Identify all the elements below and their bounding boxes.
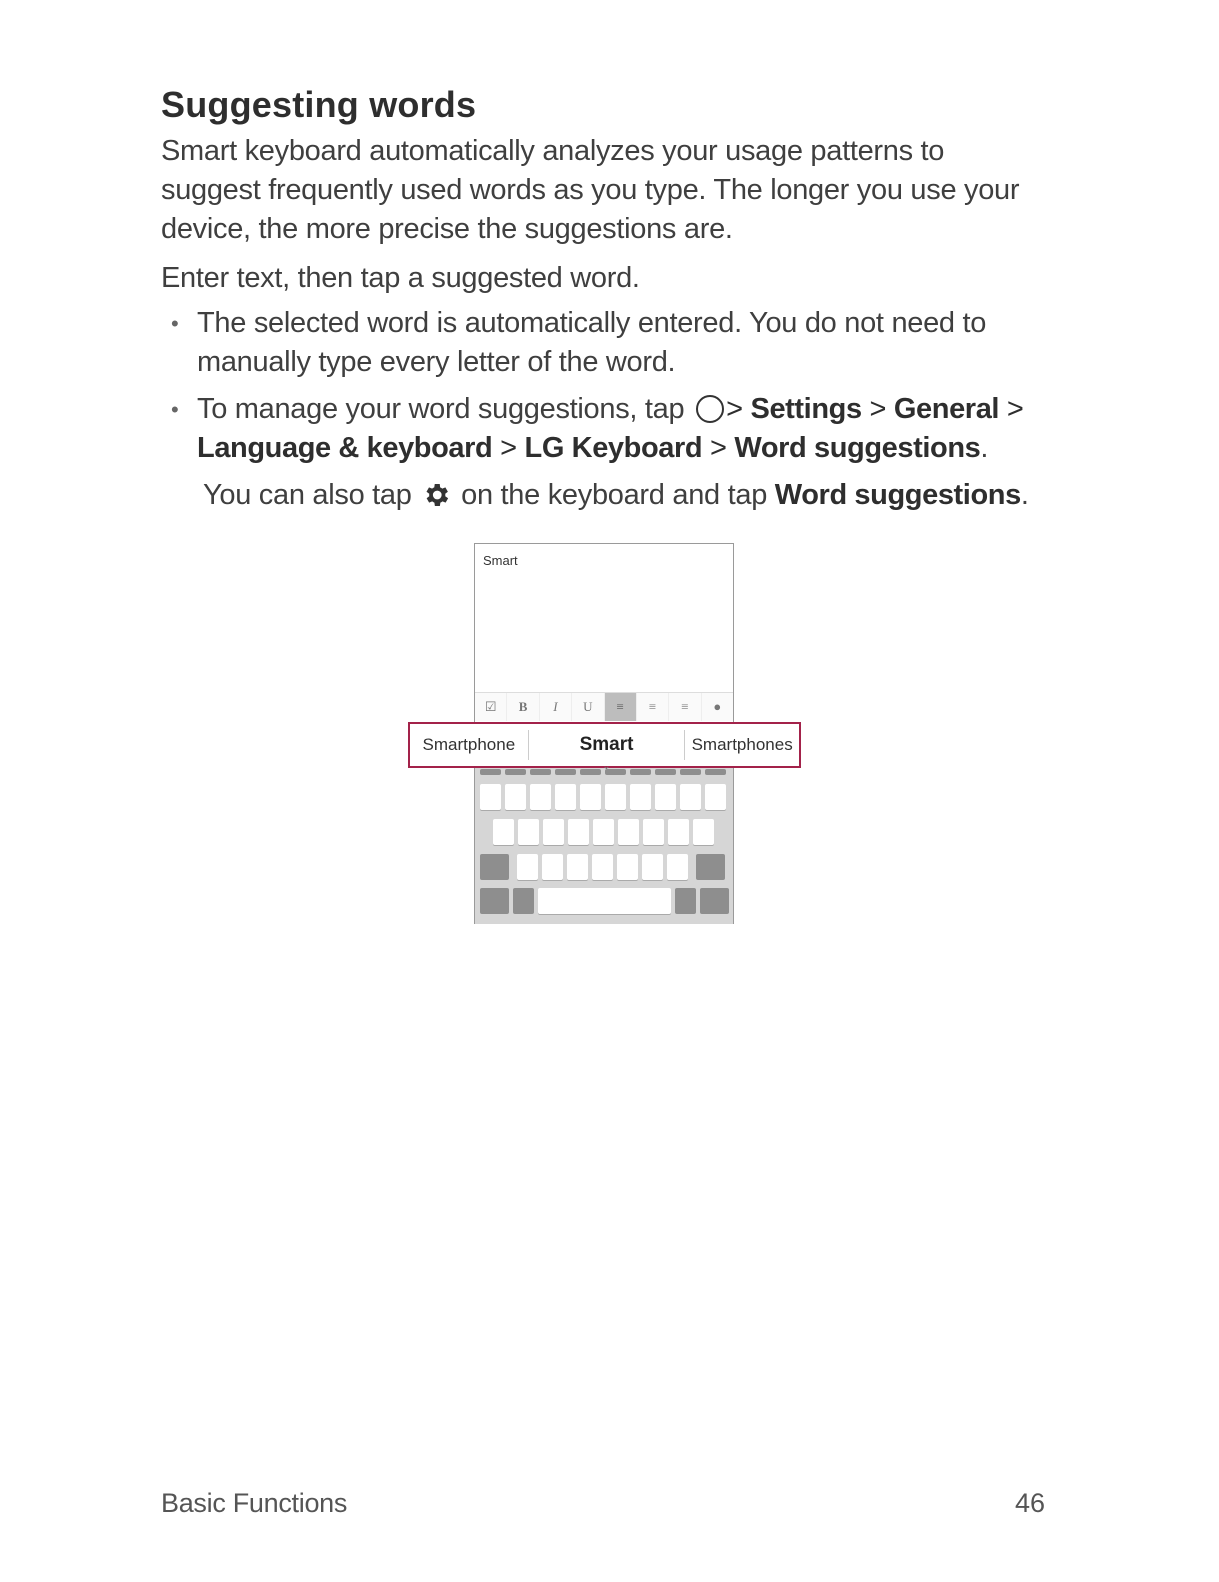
suggestion-left[interactable]: Smartphone xyxy=(410,730,529,760)
sub-instruction xyxy=(203,476,1041,521)
key[interactable] xyxy=(693,819,714,845)
key[interactable] xyxy=(517,854,538,880)
key[interactable] xyxy=(617,854,638,880)
path-separator: > xyxy=(500,432,517,464)
suggestion-center-label: Smart xyxy=(579,734,634,755)
suggestion-right[interactable]: Smartphones xyxy=(684,730,799,760)
align-right-icon[interactable]: ≡ xyxy=(669,693,701,721)
typed-text: Smart xyxy=(483,553,518,568)
align-left-icon[interactable]: ≡ xyxy=(605,693,637,721)
bullet-item-1 xyxy=(161,304,1041,382)
chevron-down-icon: ⌄ xyxy=(602,761,611,772)
key[interactable] xyxy=(530,769,551,775)
key[interactable] xyxy=(480,784,501,810)
key[interactable] xyxy=(655,769,676,775)
key[interactable] xyxy=(568,819,589,845)
key[interactable] xyxy=(518,819,539,845)
home-circle-icon xyxy=(696,395,724,423)
sub-target: Word suggestions xyxy=(774,479,1021,511)
path-separator: > xyxy=(709,432,727,464)
key[interactable] xyxy=(668,819,689,845)
gear-icon xyxy=(421,480,451,521)
sub-middle: on the keyboard and tap xyxy=(461,479,768,511)
key[interactable] xyxy=(667,854,688,880)
backspace-key[interactable] xyxy=(696,854,725,880)
suggestion-center[interactable] xyxy=(529,730,685,772)
italic-tool-icon[interactable]: I xyxy=(540,693,572,721)
key[interactable] xyxy=(593,819,614,845)
align-center-icon[interactable]: ≡ xyxy=(637,693,669,721)
symbols-key[interactable] xyxy=(480,888,509,914)
bullet-2-end: . xyxy=(980,432,989,464)
section-heading: Suggesting words xyxy=(161,84,477,125)
key[interactable] xyxy=(555,784,576,810)
space-key[interactable] xyxy=(538,888,671,914)
keyboard-row-2 xyxy=(493,819,718,845)
footer-section: Basic Functions xyxy=(161,1488,348,1518)
word-suggestion-bar xyxy=(408,722,801,772)
key[interactable] xyxy=(618,819,639,845)
bullet-2-prefix: To manage your word suggestions, tap xyxy=(197,393,685,425)
sub-prefix: You can also tap xyxy=(203,479,412,511)
sub-end: . xyxy=(1020,479,1029,511)
bullet-1-text: The selected word is automatically entered. You do not need to manually type every letter of the word. xyxy=(197,307,987,378)
page-content xyxy=(161,82,1041,521)
key[interactable] xyxy=(580,769,601,775)
path-word-suggestions: Word suggestions xyxy=(734,432,981,464)
path-settings: Settings xyxy=(750,393,862,425)
checkbox-tool-icon[interactable]: ☑ xyxy=(475,693,507,721)
key[interactable] xyxy=(505,769,526,775)
color-dot-icon[interactable]: ● xyxy=(713,699,722,714)
page-number: 46 xyxy=(1014,1488,1045,1518)
bullet-dot: • xyxy=(171,311,179,336)
key[interactable] xyxy=(505,784,526,810)
key[interactable] xyxy=(630,769,651,775)
intro-paragraph: Smart keyboard automatically analyzes your usage patterns to suggest frequently used words as you type. The longer you use your device, the more precise the suggestions are. xyxy=(161,135,1020,245)
settings-key[interactable] xyxy=(513,888,534,914)
underline-tool-icon[interactable]: U xyxy=(572,693,604,721)
key[interactable] xyxy=(655,784,676,810)
enter-key[interactable] xyxy=(700,888,729,914)
bullet-item-2 xyxy=(161,390,1041,468)
key[interactable] xyxy=(555,769,576,775)
keyboard xyxy=(475,766,733,924)
editor-toolbar xyxy=(475,692,733,721)
key[interactable] xyxy=(705,784,726,810)
instruction-paragraph: Enter text, then tap a suggested word. xyxy=(161,262,640,294)
key[interactable] xyxy=(543,819,564,845)
key[interactable] xyxy=(567,854,588,880)
key[interactable] xyxy=(542,854,563,880)
key[interactable] xyxy=(592,854,613,880)
bullet-list xyxy=(161,304,1041,468)
key[interactable] xyxy=(530,784,551,810)
keyboard-row-4 xyxy=(480,888,729,914)
keyboard-row-3 xyxy=(480,854,725,880)
shift-key[interactable] xyxy=(480,854,509,880)
bullet-dot: • xyxy=(171,397,179,422)
key[interactable] xyxy=(705,769,726,775)
key[interactable] xyxy=(643,819,664,845)
path-separator: > xyxy=(869,393,887,425)
path-separator: > xyxy=(1006,393,1024,425)
bold-tool-icon[interactable]: B xyxy=(507,693,539,721)
key[interactable] xyxy=(680,769,701,775)
key[interactable] xyxy=(680,784,701,810)
period-key[interactable] xyxy=(675,888,696,914)
key[interactable] xyxy=(493,819,514,845)
path-lg-keyboard: LG Keyboard xyxy=(524,432,703,464)
path-general: General xyxy=(893,393,1000,425)
key[interactable] xyxy=(605,784,626,810)
path-separator: > xyxy=(726,393,743,425)
key[interactable] xyxy=(480,769,501,775)
key[interactable] xyxy=(642,854,663,880)
path-language-keyboard: Language & keyboard xyxy=(197,432,493,464)
key[interactable] xyxy=(580,784,601,810)
key[interactable] xyxy=(630,784,651,810)
keyboard-row-1 xyxy=(480,784,730,810)
